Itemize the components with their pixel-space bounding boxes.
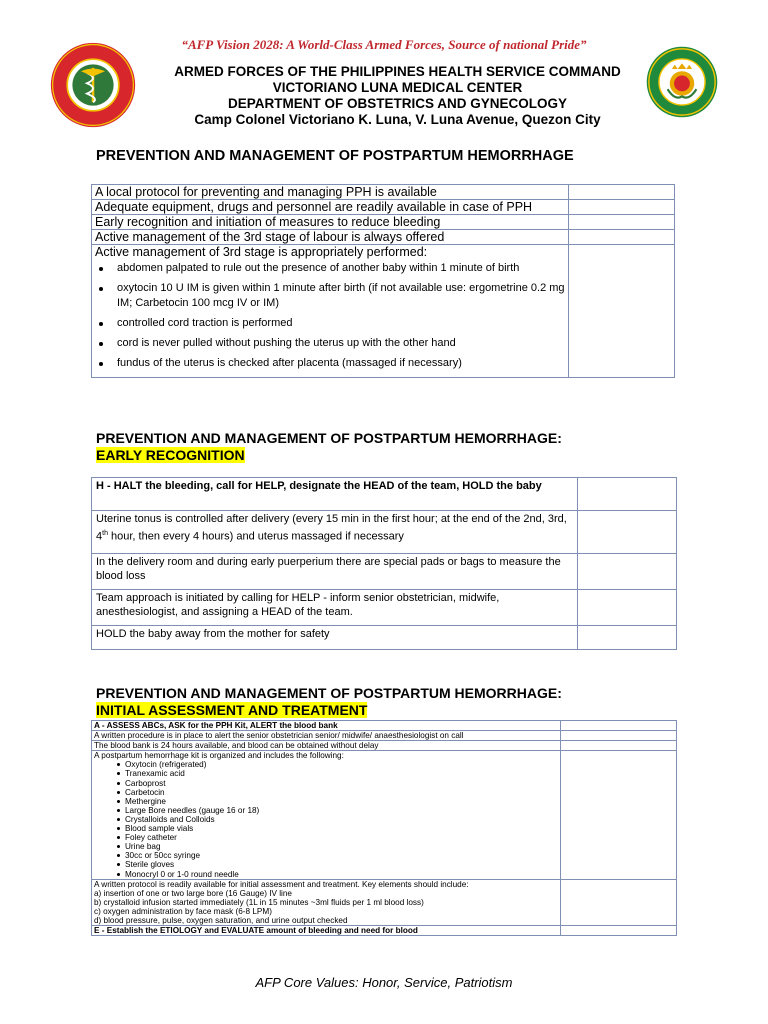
institution-header — [110, 64, 685, 128]
table-row — [92, 554, 677, 590]
table-row — [92, 626, 677, 650]
row-text: A written procedure is in place to alert the senior obstetrician senior/ midwife/ anaesthesiologist on call — [92, 731, 561, 741]
list-item: fundus of the uterus is checked after placenta (massaged if necessary) — [95, 356, 565, 371]
list-item: Carbetocin — [116, 788, 558, 797]
section3-title-line1: PREVENTION AND MANAGEMENT OF POSTPARTUM HEMORRHAGE: — [96, 685, 562, 701]
list-item: Monocryl 0 or 1-0 round needle — [116, 870, 558, 879]
list-item: Oxytocin (refrigerated) — [116, 760, 558, 769]
active-management-list — [95, 261, 565, 371]
check-cell[interactable] — [577, 478, 676, 511]
list-item: 30cc or 50cc syringe — [116, 851, 558, 860]
list-item: b) crystalloid infusion started immediately (1L in 15 minutes ~3ml fluids per 1 ml blood loss) — [94, 897, 424, 907]
check-cell[interactable] — [577, 626, 676, 650]
check-cell[interactable] — [577, 590, 676, 626]
list-item: Foley catheter — [116, 833, 558, 842]
table-row — [92, 741, 677, 751]
row-text: Early recognition and initiation of measures to reduce bleeding — [92, 215, 569, 230]
list-item: Large Bore needles (gauge 16 or 18) — [116, 806, 558, 815]
header-line-department: DEPARTMENT OF OBSTETRICS AND GYNECOLOGY — [227, 96, 567, 111]
check-cell[interactable] — [569, 230, 675, 245]
initial-assessment-table — [91, 720, 677, 936]
header-line-command: ARMED FORCES OF THE PHILIPPINES HEALTH SERVICE COMMAND — [174, 64, 621, 79]
vision-statement: “AFP Vision 2028: A World-Class Armed Forces, Source of national Pride” — [181, 37, 587, 52]
row-text: H - HALT the bleeding, call for HELP, designate the HEAD of the team, HOLD the baby — [92, 478, 578, 511]
table-row — [92, 879, 677, 925]
row-text: The blood bank is 24 hours available, and blood can be obtained without delay — [92, 741, 561, 751]
row-text: Active management of the 3rd stage of labour is always offered — [92, 230, 569, 245]
pph-kit-list — [94, 760, 558, 878]
header-line-medical-center: VICTORIANO LUNA MEDICAL CENTER — [272, 80, 523, 95]
check-cell[interactable] — [561, 926, 677, 936]
list-item: Methergine — [116, 797, 558, 806]
section2-title-line1: PREVENTION AND MANAGEMENT OF POSTPARTUM HEMORRHAGE: — [96, 430, 562, 446]
check-cell[interactable] — [569, 215, 675, 230]
table-row — [92, 511, 677, 554]
table-row — [92, 200, 675, 215]
list-item: Urine bag — [116, 842, 558, 851]
list-item: a) insertion of one or two large bore (16 Gauge) IV line — [94, 888, 292, 898]
check-cell[interactable] — [569, 245, 675, 378]
list-item: cord is never pulled without pushing the uterus up with the other hand — [95, 336, 565, 351]
table-row — [92, 926, 677, 936]
table-row — [92, 751, 677, 879]
row-text: Active management of 3rd stage is appropriately performed: — [95, 245, 428, 259]
list-item: Carboprost — [116, 779, 558, 788]
list-item: d) blood pressure, pulse, oxygen saturation, and urine output checked — [94, 915, 348, 925]
list-item: oxytocin 10 U IM is given within 1 minute after birth (if not available use: ergometrine 0.2 mg IM; Carbetocin 100 mcg IV or IM) — [95, 281, 565, 311]
list-item: Sterile gloves — [116, 860, 558, 869]
list-item: Crystalloids and Colloids — [116, 815, 558, 824]
row-text: A written protocol is readily available for initial assessment and treatment. Key elements should include: — [94, 879, 469, 889]
list-item: Tranexamic acid — [116, 769, 558, 778]
list-item: Blood sample vials — [116, 824, 558, 833]
early-recognition-table — [91, 477, 677, 650]
check-cell[interactable] — [569, 200, 675, 215]
list-item: abdomen palpated to rule out the presence of another baby within 1 minute of birth — [95, 261, 565, 276]
row-text: A - ASSESS ABCs, ASK for the PPH Kit, ALERT the blood bank — [92, 721, 561, 731]
list-item: c) oxygen administration by face mask (6-8 LPM) — [94, 906, 272, 916]
table-row — [92, 590, 677, 626]
table-row — [92, 721, 677, 731]
table-row — [92, 245, 675, 378]
check-cell[interactable] — [561, 721, 677, 731]
pph-checklist-table — [91, 184, 675, 378]
check-cell[interactable] — [569, 185, 675, 200]
table-row — [92, 215, 675, 230]
row-text: Uterine tonus is controlled after delivery (every 15 min in the first hour; at the end of the 2nd, 3rd, 4th hour, then every 4 hours) and uterus massaged if necessary — [92, 511, 578, 554]
check-cell[interactable] — [561, 741, 677, 751]
table-row — [92, 478, 677, 511]
check-cell[interactable] — [577, 554, 676, 590]
core-values-footer: AFP Core Values: Honor, Service, Patriotism — [255, 975, 513, 990]
section1-title: PREVENTION AND MANAGEMENT OF POSTPARTUM HEMORRHAGE — [96, 148, 574, 164]
row-text: Team approach is initiated by calling for HELP - inform senior obstetrician, midwife, anesthesiologist, and assigning a HEAD of the team. — [92, 590, 578, 626]
row-text: In the delivery room and during early puerperium there are special pads or bags to measure the blood loss — [92, 554, 578, 590]
header-line-address: Camp Colonel Victoriano K. Luna, V. Luna Avenue, Quezon City — [194, 112, 601, 127]
check-cell[interactable] — [561, 751, 677, 879]
section3-title — [96, 685, 562, 719]
row-text: HOLD the baby away from the mother for safety — [92, 626, 578, 650]
section3-title-highlight: INITIAL ASSESSMENT AND TREATMENT — [96, 702, 368, 718]
row-text: A local protocol for preventing and managing PPH is available — [92, 185, 569, 200]
table-row — [92, 185, 675, 200]
table-row — [92, 230, 675, 245]
row-text: A postpartum hemorrhage kit is organized and includes the following: — [94, 751, 344, 761]
section2-title — [96, 430, 562, 464]
section2-title-highlight: EARLY RECOGNITION — [96, 447, 245, 463]
list-item: controlled cord traction is performed — [95, 316, 565, 331]
check-cell[interactable] — [561, 879, 677, 925]
row-text: Adequate equipment, drugs and personnel are readily available in case of PPH — [92, 200, 569, 215]
check-cell[interactable] — [577, 511, 676, 554]
row-text: E - Establish the ETIOLOGY and EVALUATE amount of bleeding and need for blood — [92, 926, 561, 936]
table-row — [92, 731, 677, 741]
check-cell[interactable] — [561, 731, 677, 741]
